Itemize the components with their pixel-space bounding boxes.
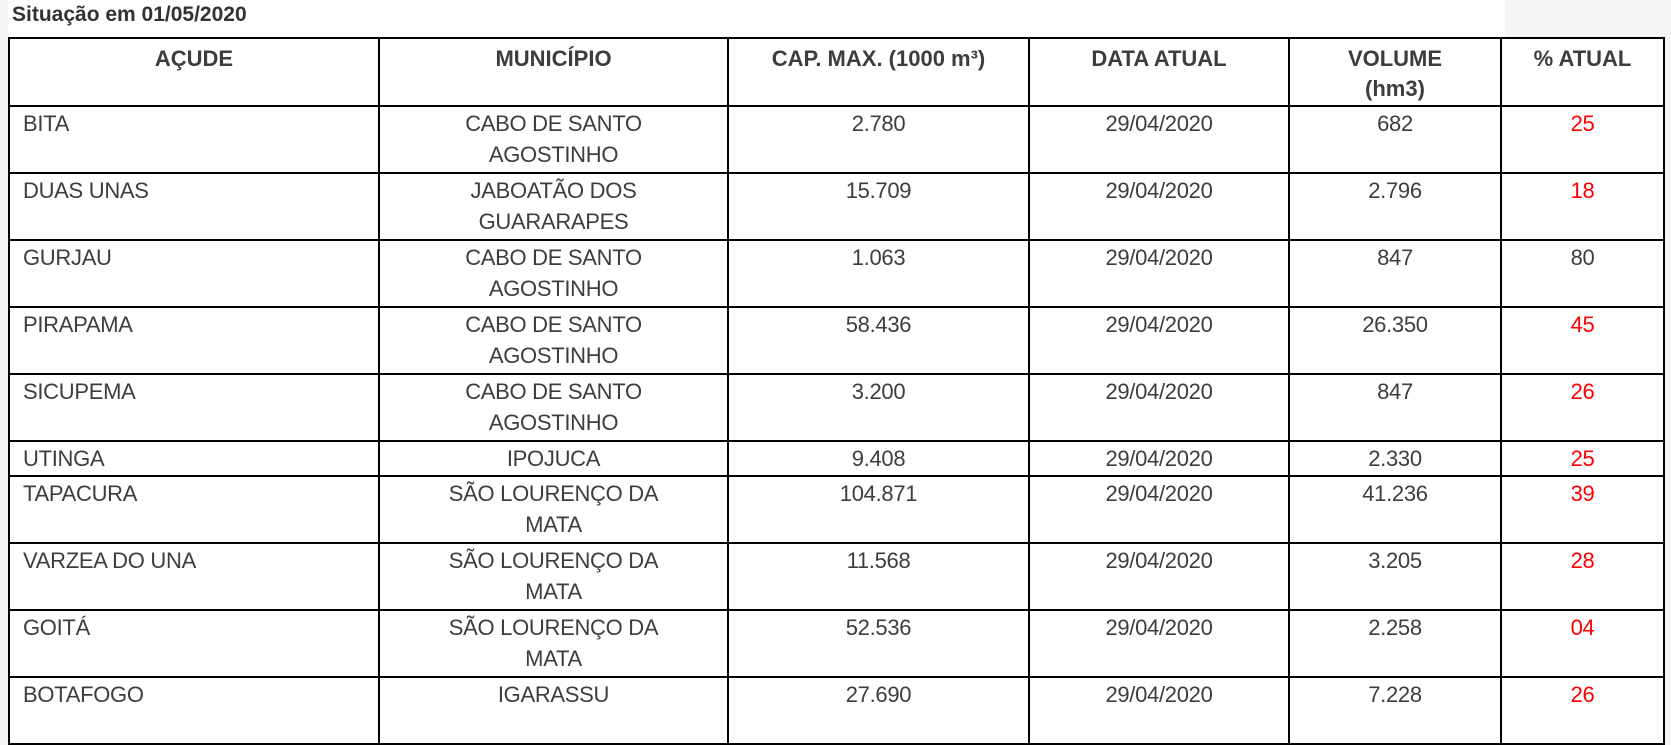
table-body (9, 106, 1664, 744)
column-header-capmax (728, 38, 1029, 106)
municipio-cell (379, 543, 728, 610)
volume-cell: 2.258 (1289, 610, 1501, 677)
municipio-cell (379, 240, 728, 307)
municipio-text: SÃO LOURENÇO DA MATA (448, 615, 659, 671)
column-header-volume (1289, 38, 1501, 106)
municipio-text: IPOJUCA (506, 446, 601, 471)
data-atual-cell: 29/04/2020 (1029, 173, 1289, 240)
table-row (9, 106, 1664, 173)
data-atual-cell: 29/04/2020 (1029, 441, 1289, 476)
column-header-pct-atual (1501, 38, 1664, 106)
capmax-cell: 27.690 (728, 677, 1029, 744)
municipio-text: CABO DE SANTO AGOSTINHO (465, 379, 642, 435)
data-atual-cell: 29/04/2020 (1029, 374, 1289, 441)
municipio-cell (379, 476, 728, 543)
data-atual-cell: 29/04/2020 (1029, 543, 1289, 610)
volume-cell: 847 (1289, 240, 1501, 307)
table-row (9, 543, 1664, 610)
pct-atual-cell: 28 (1501, 543, 1664, 610)
municipio-text: CABO DE SANTO AGOSTINHO (465, 312, 642, 368)
acude-cell: TAPACURA (9, 476, 379, 543)
column-header-acude (9, 38, 379, 106)
table-row (9, 610, 1664, 677)
page-title: Situação em 01/05/2020 (12, 3, 247, 26)
header-row (9, 38, 1664, 106)
acude-cell: VARZEA DO UNA (9, 543, 379, 610)
column-header-volume-label: VOLUME (hm3) (1347, 46, 1443, 101)
volume-cell: 3.205 (1289, 543, 1501, 610)
capmax-cell: 104.871 (728, 476, 1029, 543)
column-header-municipio (379, 38, 728, 106)
capmax-cell: 52.536 (728, 610, 1029, 677)
municipio-text: JABOATÃO DOS GUARARAPES (470, 178, 637, 234)
table-row (9, 374, 1664, 441)
acude-cell: SICUPEMA (9, 374, 379, 441)
capmax-cell: 58.436 (728, 307, 1029, 374)
volume-cell: 26.350 (1289, 307, 1501, 374)
acude-cell: UTINGA (9, 441, 379, 476)
acude-cell: DUAS UNAS (9, 173, 379, 240)
reservoir-table (8, 37, 1665, 745)
volume-cell: 2.330 (1289, 441, 1501, 476)
column-header-capmax-label: CAP. MAX. (1000 m³) (771, 46, 986, 71)
acude-cell: BOTAFOGO (9, 677, 379, 744)
capmax-cell: 11.568 (728, 543, 1029, 610)
table-header (9, 38, 1664, 106)
table-row (9, 677, 1664, 744)
municipio-text: SÃO LOURENÇO DA MATA (448, 548, 659, 604)
data-atual-cell: 29/04/2020 (1029, 677, 1289, 744)
capmax-cell: 3.200 (728, 374, 1029, 441)
pct-atual-cell: 25 (1501, 441, 1664, 476)
table-row (9, 240, 1664, 307)
volume-cell: 2.796 (1289, 173, 1501, 240)
capmax-cell: 2.780 (728, 106, 1029, 173)
table-row (9, 476, 1664, 543)
pct-atual-cell: 39 (1501, 476, 1664, 543)
volume-cell: 41.236 (1289, 476, 1501, 543)
municipio-cell (379, 610, 728, 677)
municipio-cell (379, 106, 728, 173)
data-atual-cell: 29/04/2020 (1029, 106, 1289, 173)
acude-cell: PIRAPAMA (9, 307, 379, 374)
volume-cell: 682 (1289, 106, 1501, 173)
capmax-cell: 1.063 (728, 240, 1029, 307)
data-atual-cell: 29/04/2020 (1029, 610, 1289, 677)
pct-atual-cell: 25 (1501, 106, 1664, 173)
acude-cell: GURJAU (9, 240, 379, 307)
municipio-text: IGARASSU (497, 682, 610, 707)
municipio-cell (379, 441, 728, 476)
pct-atual-cell: 45 (1501, 307, 1664, 374)
column-header-municipio-label: MUNICÍPIO (495, 46, 612, 71)
data-atual-cell: 29/04/2020 (1029, 307, 1289, 374)
municipio-text: CABO DE SANTO AGOSTINHO (465, 111, 642, 167)
acude-cell: BITA (9, 106, 379, 173)
municipio-text: CABO DE SANTO AGOSTINHO (465, 245, 642, 301)
municipio-cell (379, 173, 728, 240)
column-header-data-atual (1029, 38, 1289, 106)
capmax-cell: 15.709 (728, 173, 1029, 240)
table-row (9, 441, 1664, 476)
capmax-cell: 9.408 (728, 441, 1029, 476)
table-row (9, 307, 1664, 374)
pct-atual-cell: 26 (1501, 677, 1664, 744)
volume-cell: 7.228 (1289, 677, 1501, 744)
pct-atual-cell: 26 (1501, 374, 1664, 441)
column-header-data-atual-label: DATA ATUAL (1091, 46, 1227, 71)
data-atual-cell: 29/04/2020 (1029, 240, 1289, 307)
municipio-text: SÃO LOURENÇO DA MATA (448, 481, 659, 537)
pct-atual-cell: 04 (1501, 610, 1664, 677)
column-header-acude-label: AÇUDE (154, 46, 234, 71)
column-header-pct-atual-label: % ATUAL (1533, 46, 1632, 71)
municipio-cell (379, 307, 728, 374)
data-atual-cell: 29/04/2020 (1029, 476, 1289, 543)
volume-cell: 847 (1289, 374, 1501, 441)
pct-atual-cell: 80 (1501, 240, 1664, 307)
acude-cell: GOITÁ (9, 610, 379, 677)
municipio-cell (379, 677, 728, 744)
table-row (9, 173, 1664, 240)
municipio-cell (379, 374, 728, 441)
pct-atual-cell: 18 (1501, 173, 1664, 240)
